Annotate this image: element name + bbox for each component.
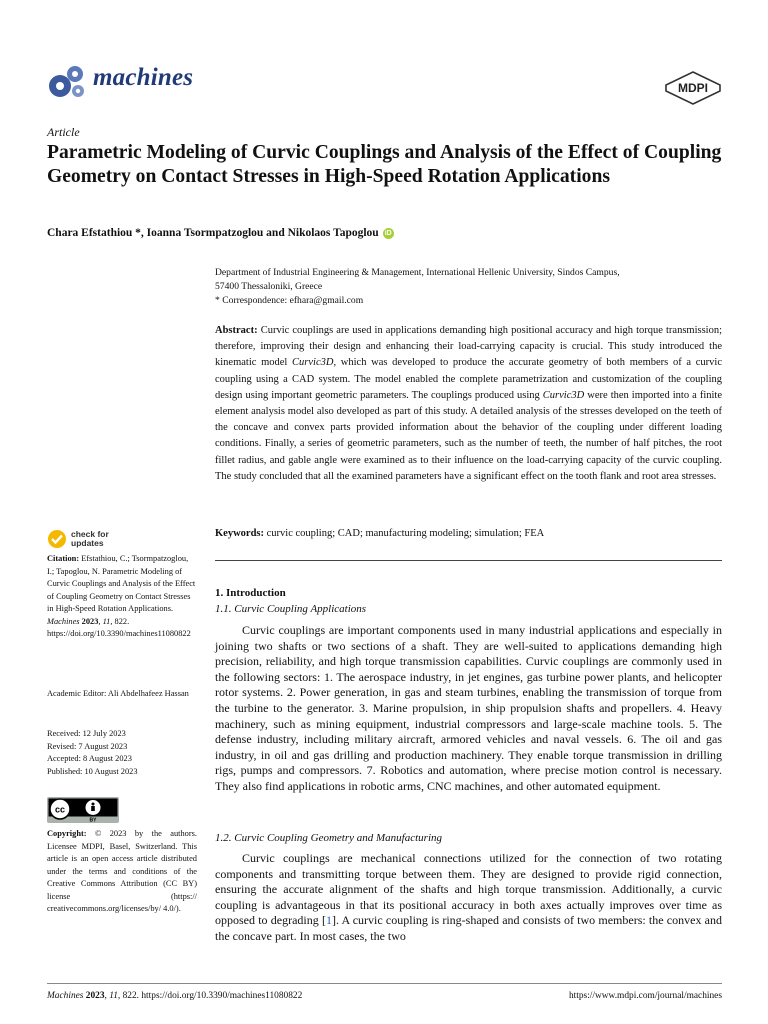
authors-text: Chara Efstathiou *, Ioanna Tsormpatzoglou and Nikolaos Tapoglou bbox=[47, 227, 379, 239]
copyright-text: © 2023 by the authors. Licensee MDPI, Basel, Switzerland. This article is an open access article distributed under the terms and conditions of the Creative Commons Attribution (CC BY) license (https:// creativecommons.org/licenses/by/ 4.0/). bbox=[47, 829, 197, 913]
citation-doi[interactable]: 822. https://doi.org/10.3390/machines11080822 bbox=[47, 616, 191, 638]
section-1-2-text bbox=[215, 851, 722, 945]
section-heading-introduction: 1. Introduction bbox=[215, 587, 286, 599]
abstract bbox=[215, 323, 722, 485]
journal-name: machines bbox=[93, 64, 194, 91]
mdpi-logo-text: MDPI bbox=[678, 81, 708, 95]
paragraph-text-a: Curvic couplings are mechanical connections utilized for the connection of two rotating components and transmitting torque between them. They are designed to provide rigid connection, ensuring the accurate alignment of the shafts and high torque transmission. Additionally, a curvic coupling is advantageous in that its positional accuracy in both axes actually improves over time as opposed to degrading [ bbox=[215, 851, 722, 928]
mdpi-logo bbox=[664, 71, 722, 105]
citation-journal: Machines bbox=[47, 616, 80, 626]
footer-journal: Machines bbox=[47, 991, 84, 1001]
footer-year: 2023 bbox=[83, 991, 105, 1001]
citation-volume: , 11, bbox=[98, 616, 113, 626]
paper-title: Parametric Modeling of Curvic Couplings and Analysis of the Effect of Coupling Geometry on Contact Stresses in High-Speed Rotation Applications bbox=[47, 142, 722, 187]
revised-date: Revised: 7 August 2023 bbox=[47, 741, 128, 751]
cc-by-license-icon[interactable] bbox=[47, 797, 119, 823]
keywords-label: Keywords: bbox=[215, 528, 264, 539]
published-date: Published: 10 August 2023 bbox=[47, 766, 138, 776]
check-for-updates-badge[interactable] bbox=[47, 528, 127, 550]
keywords-text: curvic coupling; CAD; manufacturing modeling; simulation; FEA bbox=[266, 528, 545, 539]
abstract-model-name-1: Curvic3D bbox=[292, 357, 334, 369]
paragraph bbox=[215, 851, 722, 945]
paragraph-text-b: ]. A curvic coupling is ring-shaped and consists of two members: the convex and the concave part. In most cases, the two bbox=[215, 913, 722, 943]
abstract-label: Abstract: bbox=[215, 325, 258, 336]
subsection-heading-applications: 1.1. Curvic Coupling Applications bbox=[215, 603, 367, 615]
orcid-icon[interactable]: iD bbox=[384, 229, 392, 237]
footer-divider bbox=[47, 983, 722, 984]
keywords bbox=[215, 528, 722, 539]
abstract-text-3: were then imported into a finite element analysis model also developed as part of this study. A detailed analysis of the stresses developed on the teeth of the concave and convex parts provided information about the behavior of the coupling under different loading conditions. Finally, a series of geometric parameters, such as the number of teeth, the number of half pitches, the root fillet radius, and gable angle were examined as to their influence on the load-carrying capacity of the curvic coupling. The study concluded that all the examined parameters have a significant effect on the tooth flank and root area stresses. bbox=[215, 389, 722, 482]
subsection-heading-geometry: 1.2. Curvic Coupling Geometry and Manufacturing bbox=[215, 832, 443, 844]
citation-text: Efstathiou, C.; Tsormpatzoglou, I.; Tapoglou, N. Parametric Modeling of Curvic Couplings and Analysis of the Effect of Coupling Geometry on Contact Stresses in High-Speed Rotation Applications. bbox=[47, 554, 196, 613]
paragraph: Curvic couplings are important components used in many industrial applications and especially in joining two shafts or two sections of a shaft. They are well-suited to applications demanding high precision, reliability, and high torque transmission capabilities. Curvic couplings are commonly used in the following sectors: 1. The aerospace industry, in jet engines, gas turbine power plants, and helicopter rotor systems. 2. Power generation, in gas and steam turbines, enabling the transmission of torque from the turbine to the generator. 3. Marine propulsion, in ship propulsion shafts and propellers. 4. Heavy machinery, such as mining equipment, industrial compressors and large-scale machine tools. 5. The defense industry, including military aircraft, armored vehicles and naval vessels. 6. The oil and gas industry, in oil and gas drilling and production machinery. They enable torque transmission in drilling rigs, pumps and compressors. 7. Robotics and automation, where precise motion control is necessary. They also find applications in robotic arms, CNC machines, and other automated equipment. bbox=[215, 623, 722, 793]
dates-block bbox=[47, 728, 197, 778]
footer-journal-url[interactable]: https://www.mdpi.com/journal/machines bbox=[568, 991, 722, 1001]
affiliations bbox=[215, 266, 735, 308]
footer-doi[interactable]: 822. https://doi.org/10.3390/machines11080822 bbox=[120, 991, 303, 1001]
citation-block bbox=[47, 553, 197, 641]
svg-text:cc: cc bbox=[54, 804, 66, 815]
copyright-block bbox=[47, 828, 197, 916]
citation-year: 2023 bbox=[79, 616, 99, 626]
received-date: Received: 12 July 2023 bbox=[47, 729, 126, 738]
check-updates-icon bbox=[47, 529, 67, 549]
abstract-text-1: Curvic couplings are used in applications demanding high positional accuracy and high torque transmission; therefore, improving their design and enhancing their load-carrying capacity is crucial. This study introduced the kinematic model bbox=[215, 325, 723, 369]
abstract-model-name-2: Curvic3D bbox=[542, 389, 585, 401]
affiliation-line-1: Department of Industrial Engineering & Management, International Hellenic University, Sindos Campus, bbox=[215, 267, 620, 278]
section-1-1-text bbox=[215, 623, 722, 795]
article-type: Article bbox=[47, 125, 80, 139]
check-updates-line-1: check for bbox=[71, 529, 109, 539]
copyright-label: Copyright: bbox=[47, 829, 87, 838]
check-updates-line-2: updates bbox=[71, 538, 104, 548]
academic-editor: Academic Editor: Ali Abdelhafeez Hassan bbox=[47, 689, 189, 698]
reference-link[interactable]: 1 bbox=[325, 913, 332, 928]
citation-label: Citation: bbox=[47, 554, 80, 563]
divider bbox=[215, 560, 722, 561]
author-list bbox=[47, 227, 394, 239]
abstract-text-2: , which was developed to produce the accurate geometry of both members of a curvic coupling using a CAD system. The model enabled the complete parametrization and customization of the coupling design using important geometric parameters. The couplings produced using bbox=[215, 357, 722, 401]
machines-gears-logo bbox=[46, 62, 88, 100]
footer-volume: , 11, bbox=[104, 991, 121, 1001]
correspondence: * Correspondence: efhara@gmail.com bbox=[215, 295, 364, 306]
footer-citation bbox=[47, 991, 302, 1001]
accepted-date: Accepted: 8 August 2023 bbox=[47, 754, 132, 763]
affiliation-line-2: 57400 Thessaloniki, Greece bbox=[215, 281, 323, 292]
svg-text:BY: BY bbox=[89, 817, 97, 823]
